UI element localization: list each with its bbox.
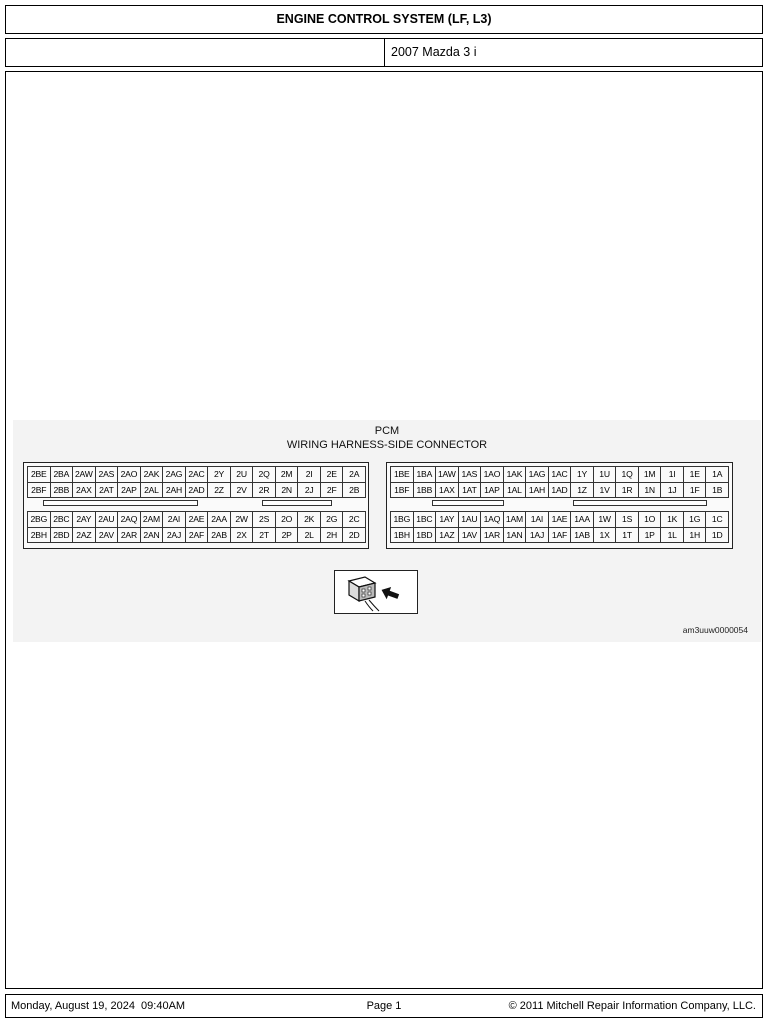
pcm-connector-figure [13, 420, 761, 642]
pin-cell: 2M [276, 467, 299, 483]
pin-cell: 2AW [73, 467, 96, 483]
pin-cell: 2Q [253, 467, 276, 483]
pin-cell: 2BD [51, 528, 74, 544]
pin-cell: 1AV [459, 528, 482, 544]
pin-cell: 2AF [186, 528, 209, 544]
pin-cell: 2B [343, 483, 366, 499]
pin-cell: 1BA [414, 467, 437, 483]
pin-cell: 1AC [549, 467, 572, 483]
pin-cell: 2O [276, 512, 299, 528]
pin-cell: 2L [298, 528, 321, 544]
pin-cell: 2N [276, 483, 299, 499]
pin-cell: 1BD [414, 528, 437, 544]
pin-cell: 2X [231, 528, 254, 544]
pin-cell: 1AA [571, 512, 594, 528]
connector-key-bar [432, 500, 504, 506]
pin-cell: 2S [253, 512, 276, 528]
connector-key-bar [262, 500, 332, 506]
pin-cell: 1BF [391, 483, 414, 499]
pin-cell: 2AL [141, 483, 164, 499]
pin-cell: 2AK [141, 467, 164, 483]
connector-right [386, 462, 733, 549]
pin-cell: 1X [594, 528, 617, 544]
pin-cell: 2AY [73, 512, 96, 528]
pin-cell: 1AI [526, 512, 549, 528]
pin-cell: 1O [639, 512, 662, 528]
pin-cell: 1M [639, 467, 662, 483]
pin-cell: 1AZ [436, 528, 459, 544]
pin-cell: 1AY [436, 512, 459, 528]
pin-cell: 2AD [186, 483, 209, 499]
pin-cell: 1AL [504, 483, 527, 499]
connector-view-arrow-icon [334, 570, 418, 614]
pin-cell: 1AE [549, 512, 572, 528]
pin-cell: 2AO [118, 467, 141, 483]
pin-cell: 1BH [391, 528, 414, 544]
pin-cell: 2AS [96, 467, 119, 483]
pin-cell: 1AQ [481, 512, 504, 528]
vehicle-info-bar [5, 38, 763, 67]
pin-cell: 1B [706, 483, 729, 499]
pin-cell: 2AG [163, 467, 186, 483]
pin-cell: 2AR [118, 528, 141, 544]
figure-title: PCM [374, 425, 400, 437]
document-title: ENGINE CONTROL SYSTEM (LF, L3) [276, 12, 492, 26]
pin-cell: 1R [616, 483, 639, 499]
pin-cell: 1AJ [526, 528, 549, 544]
pin-cell: 2Y [208, 467, 231, 483]
pin-cell: 1P [639, 528, 662, 544]
pin-cell: 2BG [28, 512, 51, 528]
pin-cell: 1A [706, 467, 729, 483]
pin-cell: 2AJ [163, 528, 186, 544]
pin-cell: 2AC [186, 467, 209, 483]
pin-cell: 2AI [163, 512, 186, 528]
footer-page-number: Page 1 [366, 1000, 402, 1012]
pin-cell: 1AT [459, 483, 482, 499]
page-footer [5, 994, 763, 1018]
pin-cell: 2V [231, 483, 254, 499]
pin-cell: 1AP [481, 483, 504, 499]
pin-cell: 1E [684, 467, 707, 483]
pin-cell: 2BB [51, 483, 74, 499]
pin-cell: 1AF [549, 528, 572, 544]
pin-cell: 1AU [459, 512, 482, 528]
pin-cell: 1H [684, 528, 707, 544]
pin-cell: 1L [661, 528, 684, 544]
footer-date: Monday, August 19, 2024 09:40AM [11, 1000, 186, 1012]
pin-cell: 2C [343, 512, 366, 528]
connector-left [23, 462, 369, 549]
pin-cell: 1Z [571, 483, 594, 499]
pin-cell: 2AA [208, 512, 231, 528]
vehicle-name: 2007 Mazda 3 i [391, 45, 477, 59]
pin-cell: 1W [594, 512, 617, 528]
pin-cell: 1AW [436, 467, 459, 483]
pin-cell: 2BE [28, 467, 51, 483]
pin-cell: 1AS [459, 467, 482, 483]
pin-cell: 1BE [391, 467, 414, 483]
pin-cell: 2D [343, 528, 366, 544]
pin-cell: 2F [321, 483, 344, 499]
pin-cell: 2T [253, 528, 276, 544]
figure-code: am3uuw0000054 [682, 625, 748, 635]
pin-cell: 1AN [504, 528, 527, 544]
pin-cell: 2BH [28, 528, 51, 544]
pin-cell: 2AB [208, 528, 231, 544]
pin-grid-lower [27, 511, 366, 543]
pin-cell: 1G [684, 512, 707, 528]
info-blank-cell [6, 39, 385, 66]
pin-cell: 2AP [118, 483, 141, 499]
pin-grid-upper [390, 466, 729, 498]
pin-cell: 1D [706, 528, 729, 544]
figure-subtitle: WIRING HARNESS-SIDE CONNECTOR [286, 439, 488, 451]
pin-cell: 2H [321, 528, 344, 544]
document-title-bar [5, 5, 763, 34]
pin-cell: 2AU [96, 512, 119, 528]
pin-cell: 1N [639, 483, 662, 499]
pin-cell: 2R [253, 483, 276, 499]
pin-cell: 2K [298, 512, 321, 528]
pin-cell: 1AG [526, 467, 549, 483]
footer-copyright: © 2011 Mitchell Repair Information Company, LLC. [508, 1000, 756, 1012]
pin-cell: 1K [661, 512, 684, 528]
pin-cell: 2AE [186, 512, 209, 528]
pin-cell: 2AT [96, 483, 119, 499]
pin-grid-lower [390, 511, 729, 543]
pin-cell: 2W [231, 512, 254, 528]
pin-cell: 2BC [51, 512, 74, 528]
pin-cell: 1T [616, 528, 639, 544]
pin-cell: 2AN [141, 528, 164, 544]
connector-key-bar [43, 500, 198, 506]
pin-cell: 1BC [414, 512, 437, 528]
pin-cell: 1I [661, 467, 684, 483]
pin-cell: 1AB [571, 528, 594, 544]
pin-cell: 2E [321, 467, 344, 483]
pin-cell: 1U [594, 467, 617, 483]
pin-cell: 1AM [504, 512, 527, 528]
pin-cell: 2AV [96, 528, 119, 544]
pin-cell: 2J [298, 483, 321, 499]
pin-cell: 1S [616, 512, 639, 528]
pin-cell: 2Z [208, 483, 231, 499]
pin-cell: 1BB [414, 483, 437, 499]
pin-cell: 2AX [73, 483, 96, 499]
pin-cell: 1BG [391, 512, 414, 528]
pin-cell: 1AK [504, 467, 527, 483]
pin-cell: 2AH [163, 483, 186, 499]
pin-cell: 2BA [51, 467, 74, 483]
pin-cell: 1F [684, 483, 707, 499]
pin-cell: 1Q [616, 467, 639, 483]
pin-cell: 1C [706, 512, 729, 528]
pin-cell: 2AQ [118, 512, 141, 528]
pin-cell: 1AD [549, 483, 572, 499]
pin-cell: 2P [276, 528, 299, 544]
pin-cell: 1AR [481, 528, 504, 544]
pin-cell: 1J [661, 483, 684, 499]
pin-cell: 2AZ [73, 528, 96, 544]
pin-grid-upper [27, 466, 366, 498]
pin-cell: 2U [231, 467, 254, 483]
pin-cell: 2BF [28, 483, 51, 499]
pin-cell: 2A [343, 467, 366, 483]
connector-key-bar [573, 500, 707, 506]
pin-cell: 2I [298, 467, 321, 483]
pin-cell: 2AM [141, 512, 164, 528]
pin-cell: 1AX [436, 483, 459, 499]
pin-cell: 1Y [571, 467, 594, 483]
pin-cell: 1V [594, 483, 617, 499]
pin-cell: 2G [321, 512, 344, 528]
pin-cell: 1AO [481, 467, 504, 483]
pin-cell: 1AH [526, 483, 549, 499]
